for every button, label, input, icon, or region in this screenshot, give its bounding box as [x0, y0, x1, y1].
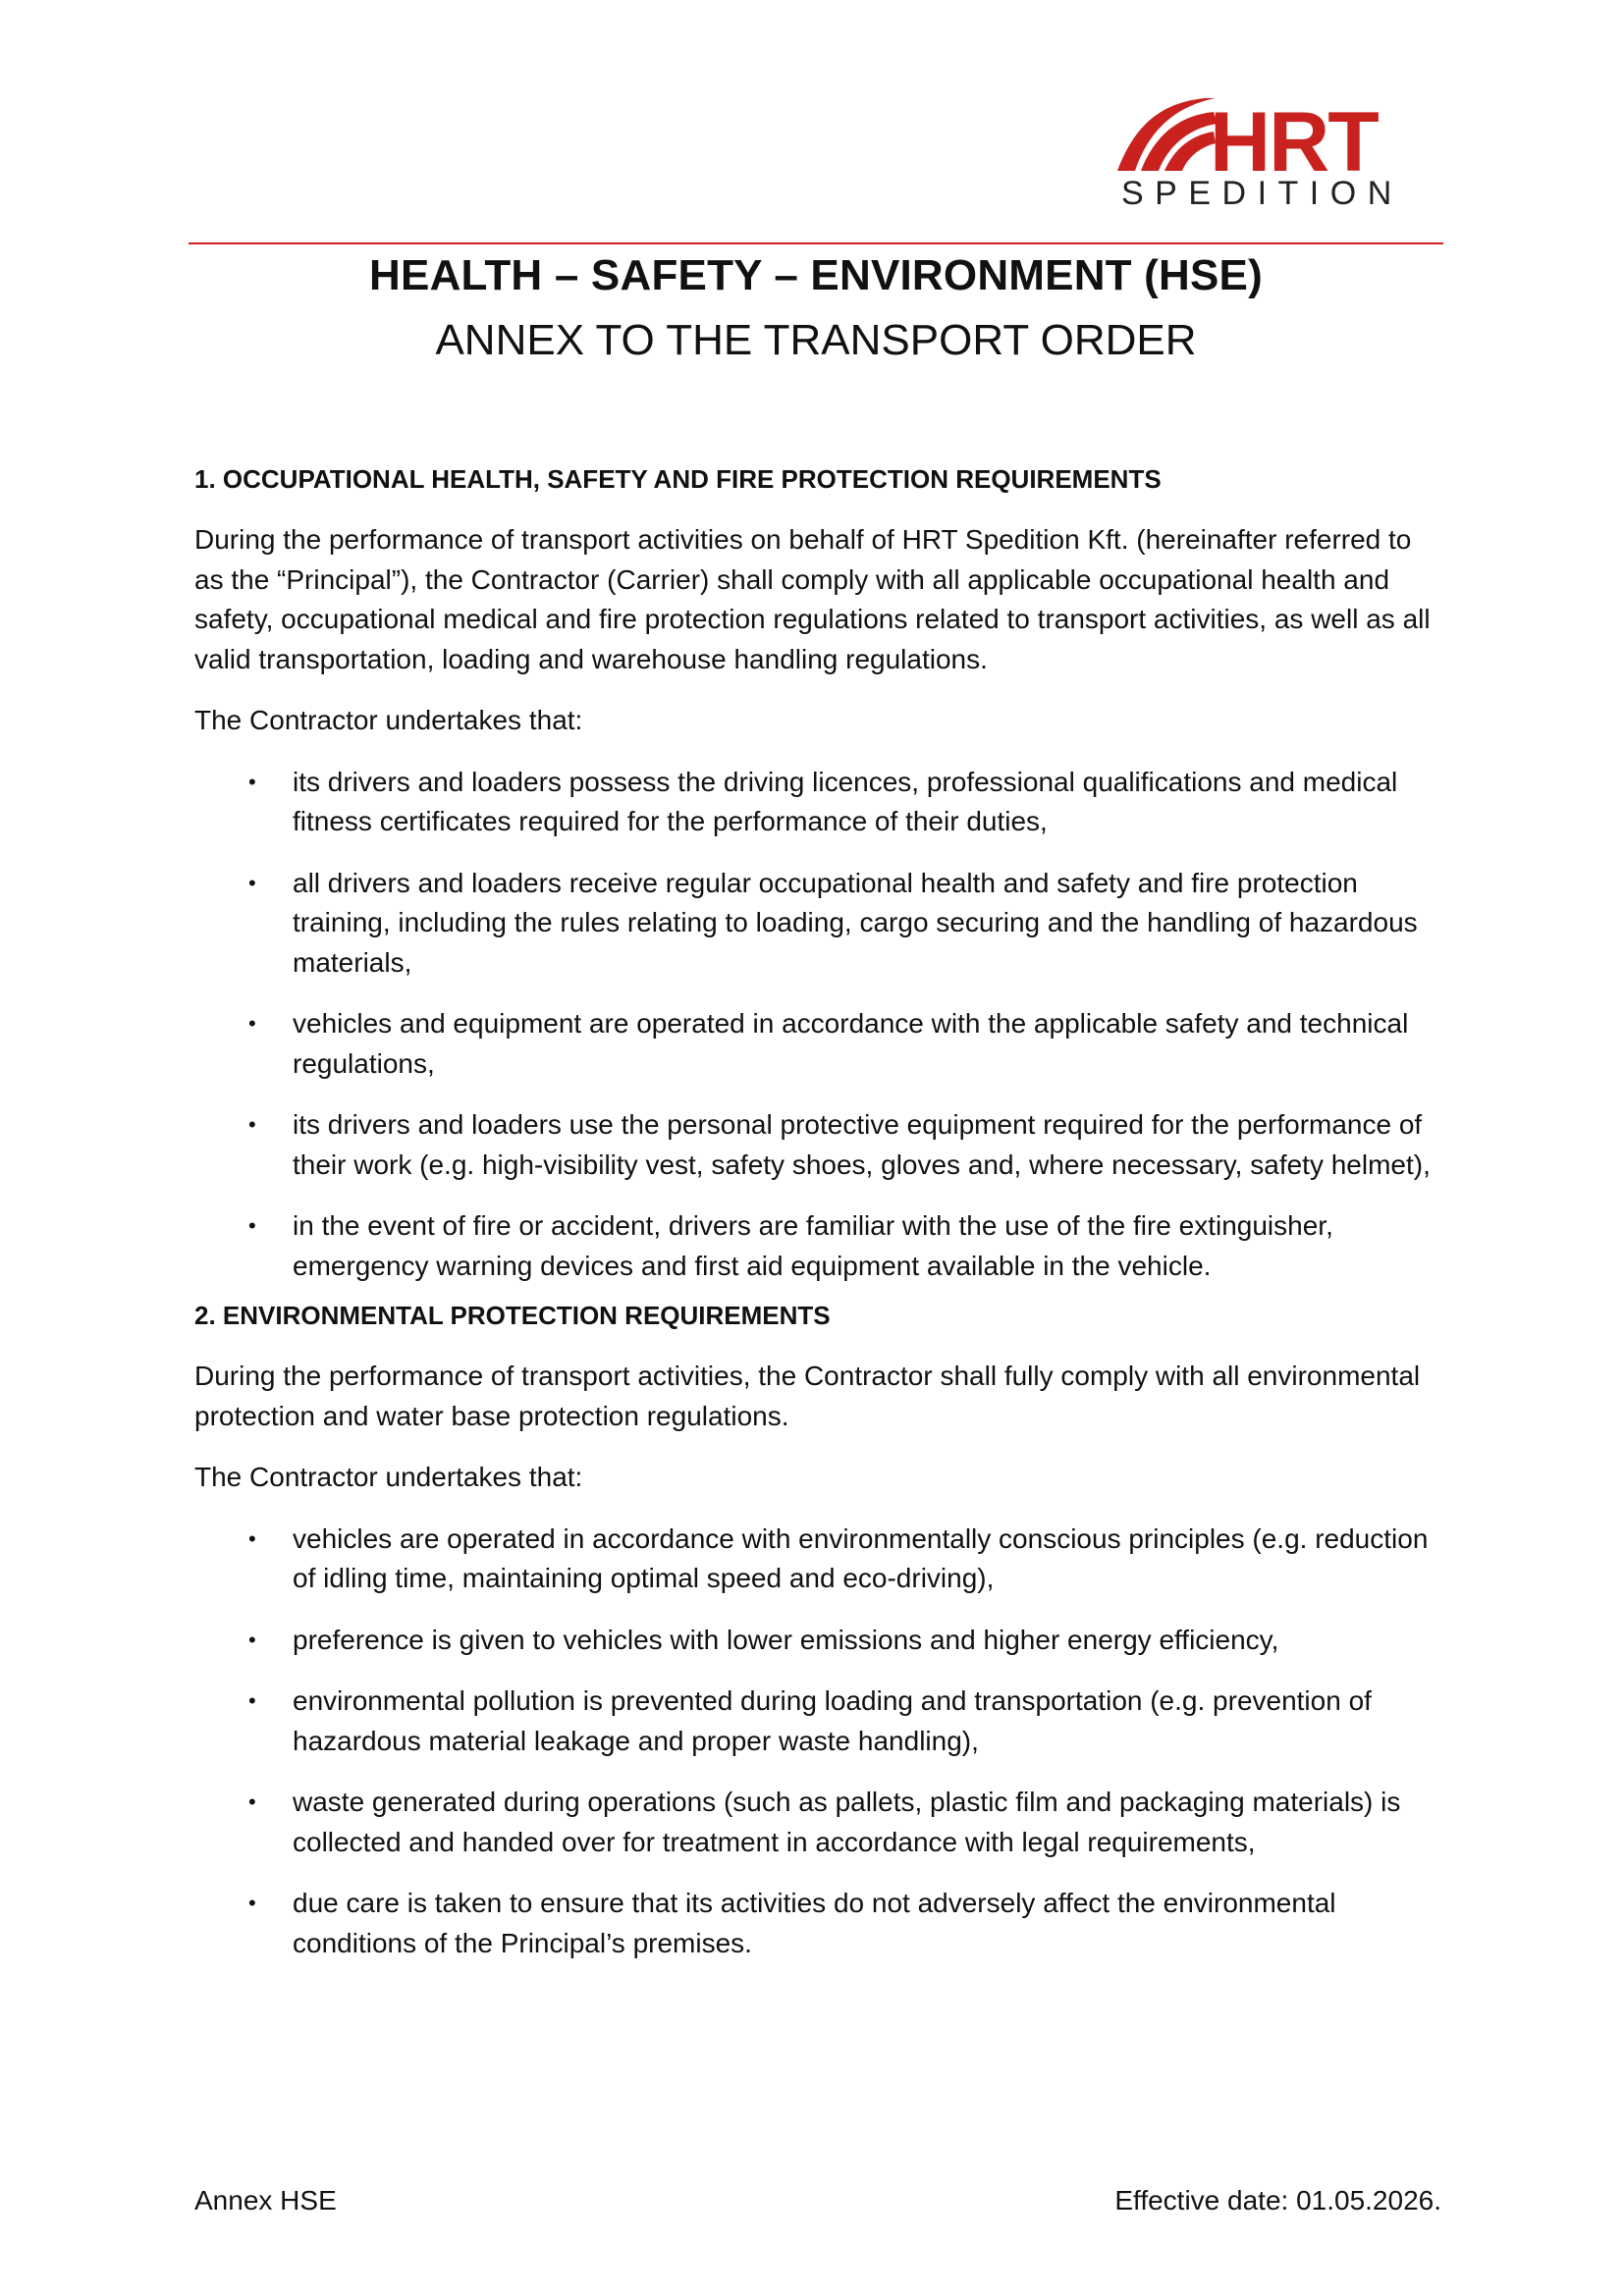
list-item: • its drivers and loaders use the personal protective equipment required for the performance of their work (e.g. high-visibility vest, safety shoes, gloves and, where necessary, safety helmet),	[194, 1105, 1441, 1185]
bullet-icon: •	[248, 1011, 256, 1036]
bullet-icon: •	[248, 1112, 256, 1137]
company-logo	[1115, 94, 1445, 210]
bullet-icon: •	[248, 1525, 256, 1551]
svg-text:HRT: HRT	[1210, 95, 1378, 189]
list-item: • vehicles are operated in accordance with environmentally conscious principles (e.g. reduction of idling time, maintaining optimal speed and eco-driving),	[194, 1520, 1441, 1599]
bullet-icon: •	[248, 870, 256, 895]
document-title: HEALTH – SAFETY – ENVIRONMENT (HSE)	[369, 251, 1263, 299]
bullet-icon: •	[248, 1627, 256, 1652]
bullet-icon: •	[248, 1688, 256, 1713]
footer-effective-date: Effective date: 01.05.2026.	[1114, 2185, 1441, 2216]
footer-annex-label: Annex HSE	[194, 2185, 337, 2216]
section-1-lead: The Contractor undertakes that:	[194, 705, 583, 735]
section-1-intro: During the performance of transport activities on behalf of HRT Spedition Kft. (hereinafter referred to as the “Principal”), the Contractor (Carrier) shall comply with all applicable occupational health and safety, occupational medical and fire protection regulations related to transport activities, as well as all valid transportation, loading and warehouse handling regulations.	[194, 524, 1431, 674]
list-item: • waste generated during operations (such as pallets, plastic film and packaging materials) is collected and handed over for treatment in accordance with legal requirements,	[194, 1783, 1441, 1862]
section-1-list	[194, 763, 1441, 1287]
list-item: • all drivers and loaders receive regular occupational health and safety and fire protection training, including the rules relating to loading, cargo securing and the handling of hazardous materials,	[194, 864, 1441, 984]
document-subtitle: ANNEX TO THE TRANSPORT ORDER	[435, 316, 1197, 364]
section-2-lead: The Contractor undertakes that:	[194, 1462, 583, 1492]
bullet-icon: •	[248, 1213, 256, 1238]
bullet-icon: •	[248, 1789, 256, 1814]
hrt-spedition-logo-graphic	[1115, 94, 1445, 210]
section-1-heading: 1. OCCUPATIONAL HEALTH, SAFETY AND FIRE PROTECTION REQUIREMENTS	[194, 464, 1162, 494]
section-2-list	[194, 1520, 1441, 1964]
list-item: • due care is taken to ensure that its activities do not adversely affect the environmental conditions of the Principal’s premises.	[194, 1884, 1441, 1963]
svg-text:SPEDITION: SPEDITION	[1121, 175, 1403, 210]
section-2-intro: During the performance of transport activities, the Contractor shall fully comply with all environmental protection and water base protection regulations.	[194, 1361, 1421, 1431]
document-body	[194, 459, 1441, 1985]
header-divider	[189, 242, 1443, 244]
section-2-heading: 2. ENVIRONMENTAL PROTECTION REQUIREMENTS	[194, 1301, 831, 1330]
list-item: • preference is given to vehicles with lower emissions and higher energy efficiency,	[194, 1621, 1441, 1661]
bullet-icon: •	[248, 769, 256, 794]
list-item: • vehicles and equipment are operated in accordance with the applicable safety and technical regulations,	[194, 1004, 1441, 1084]
list-item: • in the event of fire or accident, drivers are familiar with the use of the fire extinguisher, emergency warning devices and first aid equipment available in the vehicle.	[194, 1206, 1441, 1286]
list-item: • its drivers and loaders possess the driving licences, professional qualifications and medical fitness certificates required for the performance of their duties,	[194, 763, 1441, 842]
list-item: • environmental pollution is prevented during loading and transportation (e.g. prevention of hazardous material leakage and proper waste handling),	[194, 1682, 1441, 1761]
bullet-icon: •	[248, 1891, 256, 1915]
